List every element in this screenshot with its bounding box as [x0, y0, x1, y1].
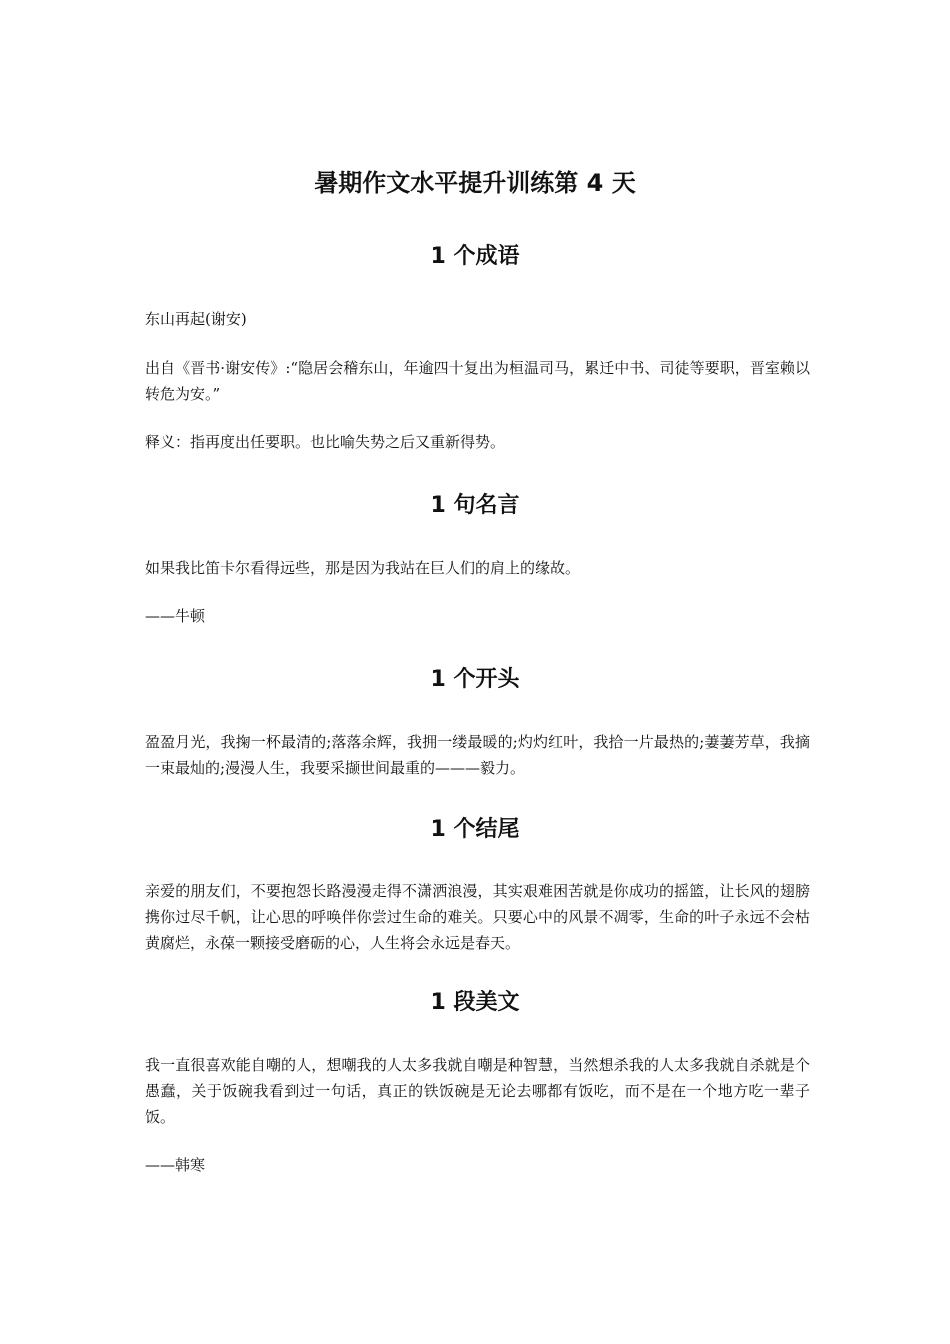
quote-author: ——牛顿 [145, 607, 206, 625]
page-title: 暑期作文水平提升训练第 4 天 [314, 169, 636, 197]
ending-text: 亲爱的朋友们，不要抱怨长路漫漫走得不潇洒浪漫，其实艰难困苦就是你成功的摇篮，让长风的翅膀携你过尽千帆，让心思的呼唤伴你尝过生命的难关。只要心中的风景不凋零，生命的叶子永远不会枯黄腐烂，永葆一颗接受磨砺的心，人生将会永远是春天。 [145, 882, 810, 952]
quote-text: 如果我比笛卡尔看得远些，那是因为我站在巨人们的肩上的缘故。 [145, 559, 581, 577]
idiom-meaning: 释义：指再度出任要职。也比喻失势之后又重新得势。 [145, 433, 506, 451]
idiom-name: 东山再起(谢安) [145, 310, 247, 328]
passage-text: 我一直很喜欢能自嘲的人，想嘲我的人太多我就自嘲是种智慧，当然想杀我的人太多我就自杀就是个愚蠢，关于饭碗我看到过一句话，真正的铁饭碗是无论去哪都有饭吃，而不是在一个地方吃一辈子饭。 [145, 1056, 810, 1126]
section-heading-idiom: 1 个成语 [430, 244, 520, 269]
section-heading-ending: 1 个结尾 [430, 817, 520, 842]
section-heading-passage: 1 段美文 [430, 990, 520, 1015]
section-heading-opening: 1 个开头 [430, 667, 520, 692]
passage-author: ——韩寒 [145, 1156, 206, 1174]
section-heading-quote: 1 句名言 [430, 493, 520, 518]
idiom-source: 出自《晋书·谢安传》:“隐居会稽东山，年逾四十复出为桓温司马，累迁中书、司徒等要职，晋室赖以转危为安。” [145, 359, 810, 403]
opening-text: 盈盈月光，我掬一杯最清的;落落余辉，我拥一缕最暖的;灼灼红叶，我拾一片最热的;萋萋芳草，我摘一束最灿的;漫漫人生，我要采撷世间最重的———毅力。 [145, 733, 810, 777]
